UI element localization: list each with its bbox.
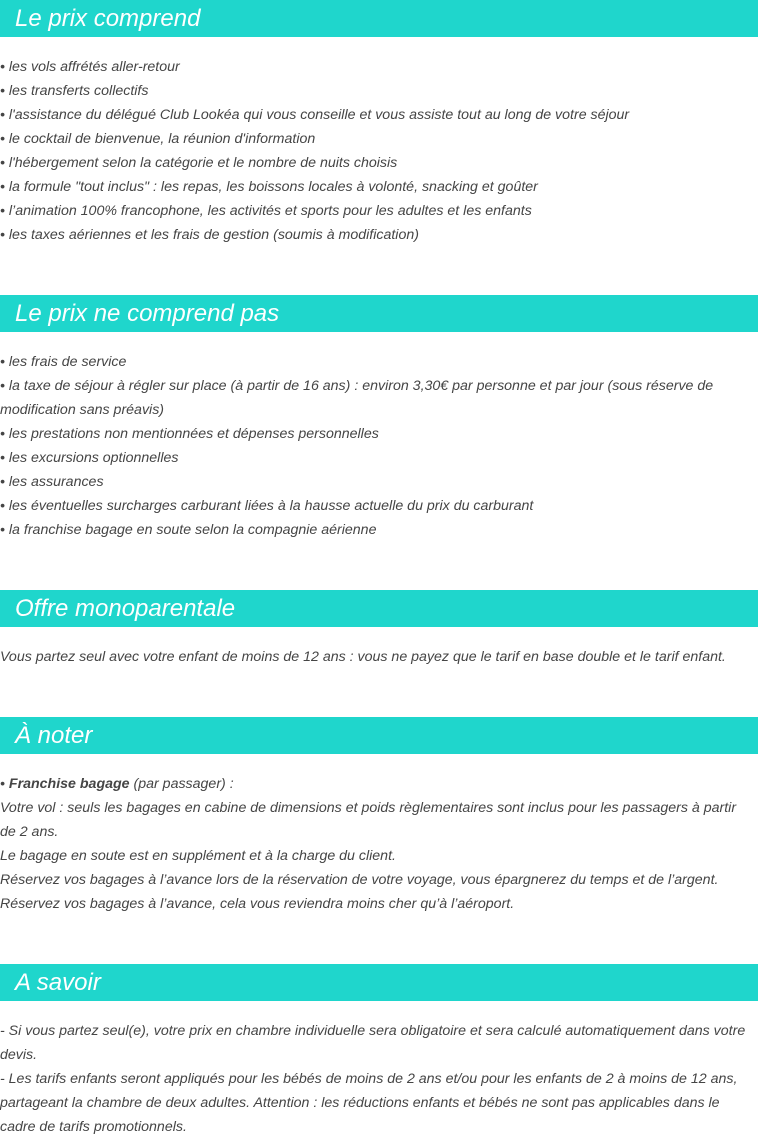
section-title: Le prix comprend (0, 0, 758, 37)
section-prix-ne-comprend-pas (0, 295, 758, 542)
section-body (0, 772, 758, 916)
section-body (0, 1019, 758, 1139)
franchise-suffix: (par passager) : (129, 776, 234, 792)
section-prix-comprend (0, 0, 758, 247)
list-item: • les taxes aériennes et les frais de gestion (soumis à modification) (0, 227, 419, 243)
paragraph: Vous partez seul avec votre enfant de moins de 12 ans : vous ne payez que le tarif en base double et le tarif enfant. (0, 649, 726, 665)
paragraph: - Si vous partez seul(e), votre prix en chambre individuelle sera obligatoire et sera calculé automatiquement dans votre devis. (0, 1023, 746, 1063)
section-title: A savoir (0, 964, 758, 1001)
list-item: • les prestations non mentionnées et dépenses personnelles (0, 426, 379, 442)
list-item: • les excursions optionnelles (0, 450, 179, 466)
franchise-heading (0, 772, 752, 796)
list-item: • la formule "tout inclus" : les repas, les boissons locales à volonté, snacking et goûter (0, 179, 538, 195)
list-item: • l'assistance du délégué Club Lookéa qui vous conseille et vous assiste tout au long de votre séjour (0, 107, 630, 123)
list-item: • les éventuelles surcharges carburant liées à la hausse actuelle du prix du carburant (0, 498, 534, 514)
section-title: Offre monoparentale (0, 590, 758, 627)
section-body (0, 350, 758, 542)
franchise-label: Franchise bagage (8, 776, 130, 792)
list-item: • la taxe de séjour à régler sur place (à partir de 16 ans) : environ 3,30€ par personne et par jour (sous réserve de modification sans préavis) (0, 378, 714, 418)
paragraph: Réservez vos bagages à l’avance, cela vous reviendra moins cher qu’à l’aéroport. (0, 896, 515, 912)
paragraph: - Les tarifs enfants seront appliqués pour les bébés de moins de 2 ans et/ou pour les enfants de 2 à moins de 12 ans, partageant la chambre de deux adultes. Attention : les réductions enfants et bébés ne sont pas applicables dans le cadre de tarifs promotionnels. (0, 1071, 738, 1135)
list-item: • les vols affrétés aller-retour (0, 59, 180, 75)
paragraph: Votre vol : seuls les bagages en cabine de dimensions et poids règlementaires sont inclus pour les passagers à partir de 2 ans. (0, 800, 737, 840)
list-item: • la franchise bagage en soute selon la compagnie aérienne (0, 522, 377, 538)
list-item: • l’animation 100% francophone, les activités et sports pour les adultes et les enfants (0, 203, 532, 219)
list-item: • le cocktail de bienvenue, la réunion d'information (0, 131, 316, 147)
paragraph: Le bagage en soute est en supplément et à la charge du client. (0, 848, 396, 864)
section-a-noter (0, 717, 758, 916)
section-body (0, 55, 758, 247)
section-title: À noter (0, 717, 758, 754)
paragraph: Réservez vos bagages à l’avance lors de la réservation de votre voyage, vous épargnerez du temps et de l’argent. (0, 872, 719, 888)
list-item: • les assurances (0, 474, 104, 490)
section-offre-monoparentale (0, 590, 758, 669)
section-a-savoir (0, 964, 758, 1139)
list-item: • les transferts collectifs (0, 83, 149, 99)
section-body (0, 645, 758, 669)
list-item: • les frais de service (0, 354, 127, 370)
list-item: • l'hébergement selon la catégorie et le nombre de nuits choisis (0, 155, 398, 171)
bullet: • (0, 776, 9, 792)
section-title: Le prix ne comprend pas (0, 295, 758, 332)
